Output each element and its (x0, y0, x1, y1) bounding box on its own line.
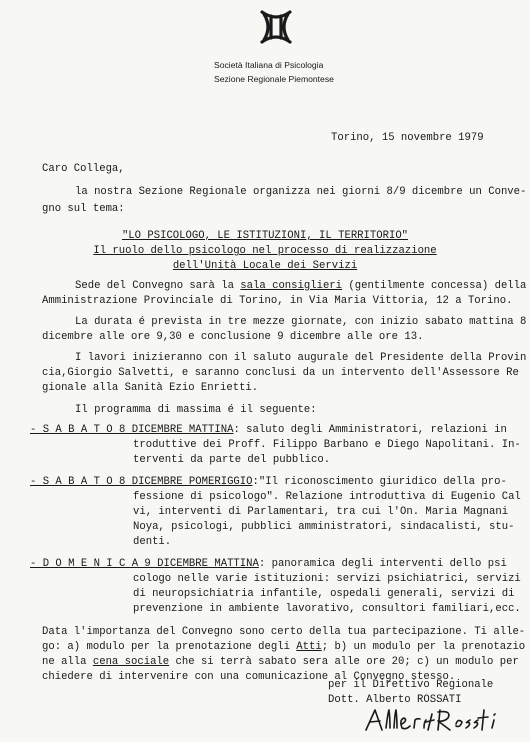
closing-line-4: chiedere di intervenire con una comunicazione al Convegno stesso. (42, 671, 456, 683)
venue-line-1 (75, 280, 526, 292)
program-item-2-label: - S A B A T O 8 DICEMBRE POMERIGGIO (30, 476, 253, 488)
program-item-3-line-2: cologo nelle varie istituzioni: servizi psichiatrici, servizi (133, 573, 521, 585)
program-item-3 (30, 558, 507, 570)
program-item-1 (30, 424, 507, 436)
venue-room: sala consiglieri (240, 280, 343, 292)
closing-text-c: ne alla (42, 656, 93, 668)
closing-text-a: go: a) modulo per la prenotazione degli (42, 641, 297, 653)
closing-text-b: ; b) un modulo per la prenotazio (321, 641, 526, 653)
program-item-3-line-4: prevenzione in ambiente lavorativo, consultori familiari,ecc. (133, 603, 521, 615)
signoff-line-1: per il Direttivo Regionale (328, 679, 494, 691)
date-line: Torino, 15 novembre 1979 (331, 132, 484, 144)
section-name: Sezione Regionale Piemontese (214, 74, 334, 84)
closing-text-d: che si terrà sabato sera alle ore 20; c) un modulo per (169, 656, 519, 668)
program-item-2-line-2: fessione di psicologo". Relazione introduttiva di Eugenio Cal (133, 491, 521, 503)
works-line-2: cia,Giorgio Salvetti, e saranno conclusi da un intervento dell'Assessore Re (42, 367, 519, 379)
program-item-2-line-5: denti. (133, 536, 172, 548)
venue-text-a: Sede del Convegno sarà la (75, 280, 241, 292)
intro-line-2: gno sul tema: (42, 203, 125, 215)
program-item-2-line-3: vi, interventi di Parlamentari, tra cui l'On. Maria Magnani (133, 506, 509, 518)
program-intro: Il programma di massima é il seguente: (75, 404, 317, 416)
program-item-2 (30, 476, 507, 488)
program-item-3-line-3: di neuropsichiatria infantile, ospedali generali, servizi di (133, 588, 515, 600)
works-line-1: I lavori inizieranno con il saluto augurale del Presidente della Provin (75, 352, 527, 364)
program-item-3-label: - D O M E N I C A 9 DICEMBRE MATTINA (30, 558, 259, 570)
closing-line-1: Data l'importanza del Convegno sono certo della tua partecipazione. Ti alle- (42, 626, 526, 638)
duration-line-2: dicembre alle ore 9,30 e conclusione 9 dicembre alle ore 13. (42, 331, 424, 343)
program-item-2-line-4: Noya, psicologi, pubblici amministratori, sindacalisti, stu- (133, 521, 515, 533)
program-item-1-label: - S A B A T O 8 DICEMBRE MATTINA (30, 424, 234, 436)
society-name: Società Italiana di Psicologia (214, 60, 324, 70)
program-item-1-line-1: : saluto degli Amministratori, relazioni in (233, 424, 507, 436)
closing-atti: Atti (296, 641, 322, 653)
works-line-3: gionale alla Sanità Ezio Enrietti. (42, 382, 259, 394)
theme-title: "LO PSICOLOGO, LE ISTITUZIONI, IL TERRITORIO" (121, 230, 409, 242)
closing-line-2 (42, 641, 525, 653)
program-item-3-line-1: : panoramica degli interventi dello psi (258, 558, 507, 570)
program-item-1-line-3: terventi da parte del pubblico. (133, 454, 331, 466)
venue-text-b: (gentilmente concessa) della (342, 280, 527, 292)
duration-line-1: La durata é prevista in tre mezze giornate, con inizio sabato mattina 8 (75, 316, 527, 328)
closing-line-3 (42, 656, 519, 668)
signoff-line-2: Dott. Alberto ROSSATI (328, 694, 462, 706)
venue-line-2: Amministrazione Provinciale di Torino, in Via Maria Vittoria, 12 a Torino. (42, 295, 513, 307)
handwritten-signature (362, 706, 514, 736)
program-item-2-line-1: :"Il riconoscimento giuridico della pro- (252, 476, 507, 488)
theme-subtitle-2: dell'Unità Locale dei Servizi (172, 260, 358, 272)
theme-subtitle-1: Il ruolo dello psicologo nel processo di realizzazione (93, 245, 437, 257)
intro-line-1: la nostra Sezione Regionale organizza nei giorni 8/9 dicembre un Conve- (75, 186, 527, 198)
salutation: Caro Collega, (42, 163, 125, 175)
society-logo-icon (258, 8, 294, 46)
closing-cena: cena sociale (92, 656, 170, 668)
program-item-1-line-2: troduttive dei Proff. Filippo Barbano e Diego Napolitani. In- (133, 439, 521, 451)
